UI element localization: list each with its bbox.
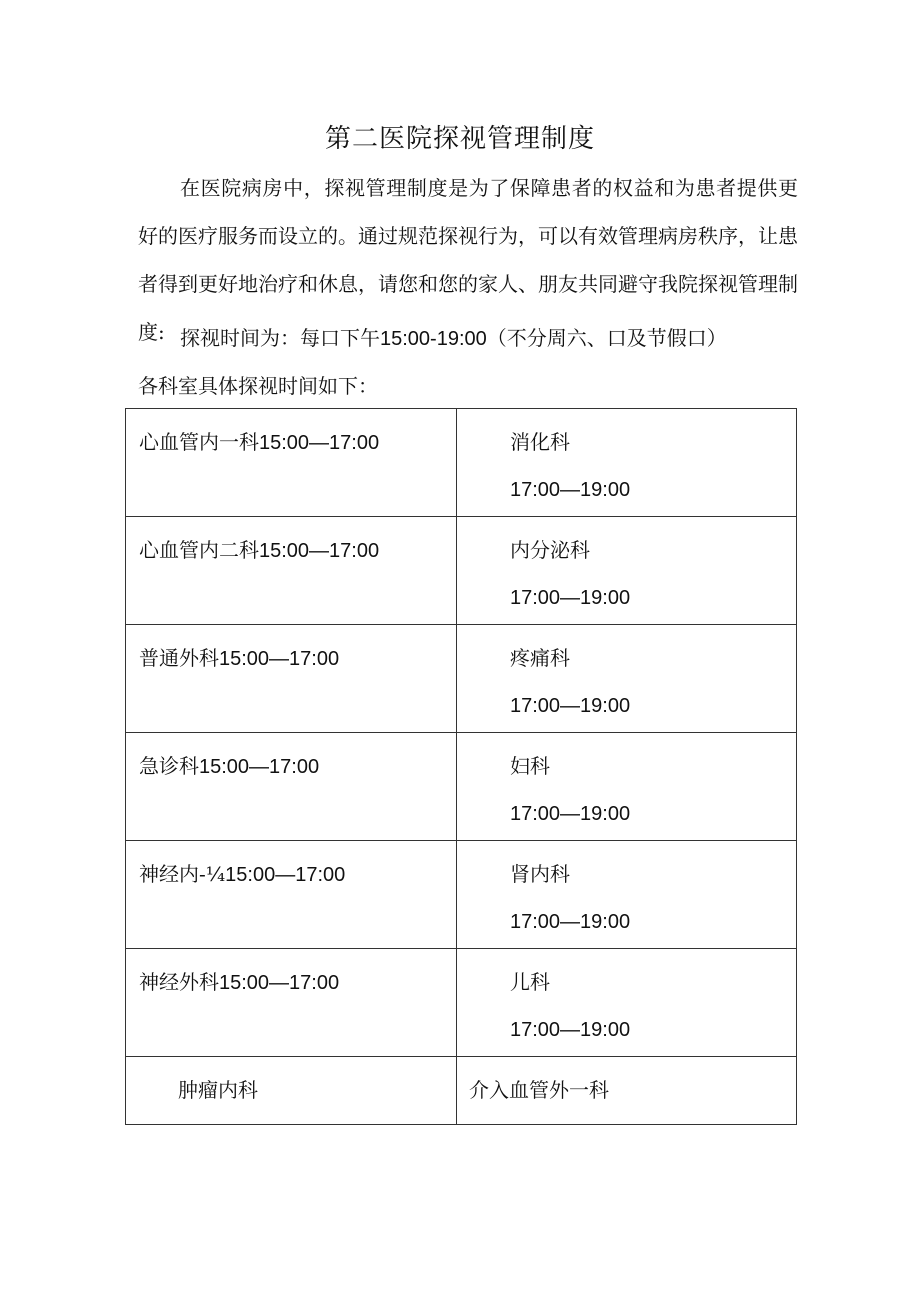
intro-paragraph: 在医院病房中，探视管理制度是为了保障患者的权益和为患者提供更好的医疗服务而设立的。通过规范探视行为，可以有效管理病房秩序，让患者得到更好地治疗和休息，请您和您的家人、朋友共同避守我院探视管理制度:: [138, 176, 798, 344]
department-name: 急诊科: [139, 754, 199, 778]
visiting-hours-table: [125, 408, 797, 1125]
right-cell: [457, 841, 797, 949]
table-row: [126, 733, 797, 841]
visit-time-line: [138, 314, 798, 363]
left-cell: [126, 1057, 457, 1125]
right-cell: [457, 625, 797, 733]
table-row: [126, 517, 797, 625]
table-row: [126, 625, 797, 733]
visiting-time: 17:00—19:00: [510, 587, 631, 609]
right-cell: [457, 733, 797, 841]
page-title: 第二医院探视管理制度: [324, 124, 595, 154]
visiting-time: 17:00—19:00: [510, 803, 631, 825]
department-name: 神经内-¼: [139, 862, 226, 886]
department-name: 疼痛科: [510, 646, 570, 670]
visiting-time: 17:00—19:00: [510, 1019, 631, 1041]
left-cell: [126, 733, 457, 841]
table-row: [126, 841, 797, 949]
table-row: [126, 949, 797, 1057]
left-cell: [126, 949, 457, 1057]
department-name: 心血管内二科: [139, 538, 259, 562]
department-name: 介入血管外一科: [469, 1078, 609, 1102]
visiting-time: 15:00—17:00: [259, 432, 380, 454]
visiting-time: 15:00—17:00: [225, 864, 346, 886]
right-cell: [457, 949, 797, 1057]
department-name: 肾内科: [510, 862, 570, 886]
left-cell: [126, 517, 457, 625]
visiting-time: 15:00—17:00: [219, 648, 340, 670]
visiting-time: 17:00—19:00: [510, 695, 631, 717]
department-name: 儿科: [510, 970, 550, 994]
visiting-time: 17:00—19:00: [510, 911, 631, 933]
visiting-time: 15:00—17:00: [259, 540, 380, 562]
department-name: 消化科: [510, 430, 570, 454]
table-row: [126, 1057, 797, 1125]
visit-time-suffix: （不分周六、口及节假口）: [486, 326, 727, 350]
department-name: 妇科: [510, 754, 550, 778]
department-name: 肿瘤内科: [178, 1078, 258, 1102]
visiting-time: 17:00—19:00: [510, 479, 631, 501]
department-name: 神经外科: [139, 970, 219, 994]
left-cell: [126, 409, 457, 517]
department-name: 心血管内一科: [139, 430, 259, 454]
department-name: 内分泌科: [510, 538, 590, 562]
right-cell: [457, 409, 797, 517]
left-cell: [126, 841, 457, 949]
visit-time-prefix: 探视时间为：每口下午: [180, 326, 380, 350]
visit-time-range: 15:00-19:00: [380, 328, 487, 350]
right-cell: [457, 517, 797, 625]
visiting-time: 15:00—17:00: [219, 972, 340, 994]
right-cell: [457, 1057, 797, 1125]
left-cell: [126, 625, 457, 733]
table-row: [126, 409, 797, 517]
visiting-time: 15:00—17:00: [199, 756, 320, 778]
department-heading: 各科室具体探视时间如下：: [138, 374, 378, 398]
department-name: 普通外科: [139, 646, 219, 670]
